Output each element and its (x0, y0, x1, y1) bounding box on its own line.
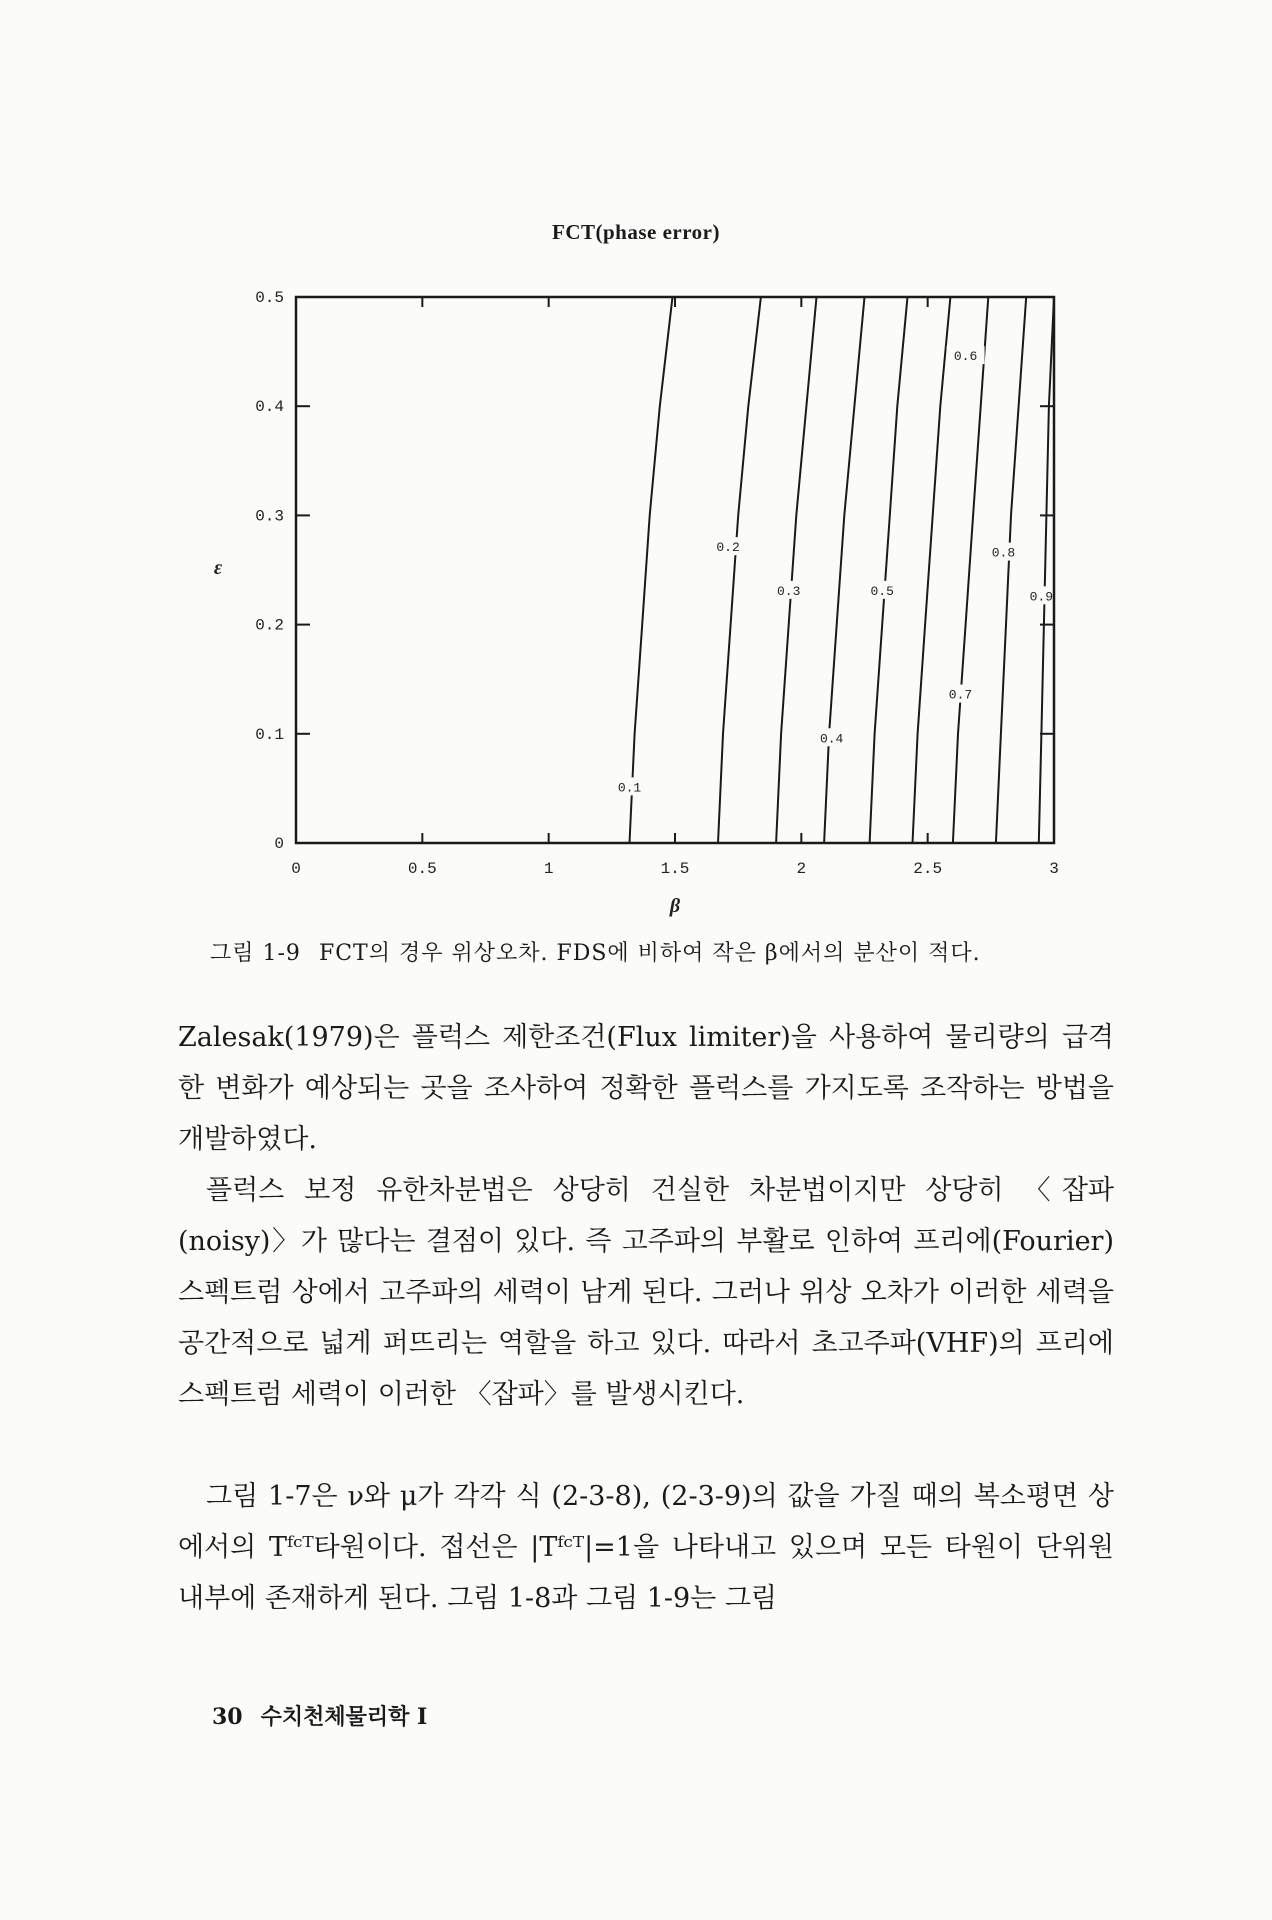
contour-line-0.1 (630, 297, 673, 843)
contour-label-0.1: 0.1 (617, 780, 642, 796)
contour-label-0.2: 0.2 (716, 540, 740, 556)
x-tick-label: 3 (1049, 860, 1059, 878)
contour-label-0.3: 0.3 (776, 583, 801, 599)
contour-line-0.7 (953, 297, 988, 843)
contour-line-0.5 (870, 297, 908, 843)
contour-label-0.5: 0.5 (870, 583, 894, 599)
y-tick-label: 0.4 (255, 398, 284, 417)
x-tick-label: 1.5 (660, 860, 690, 878)
contour-line-0.8 (996, 297, 1026, 843)
fct-phase-error-chart (0, 0, 1272, 920)
x-tick-label: 2.5 (913, 860, 943, 878)
figure-caption-text: FCT의 경우 위상오차. FDS에 비하여 작은 β에서의 분산이 적다. (318, 941, 981, 966)
contour-line-0.9 (1039, 297, 1054, 843)
figure-caption (210, 936, 981, 967)
y-tick-label: 0.1 (255, 725, 284, 744)
plot-frame (296, 297, 1054, 843)
contour-label-0.7: 0.7 (948, 687, 973, 703)
y-tick-label: 0.3 (255, 507, 284, 526)
y-tick-label: 0 (274, 835, 284, 853)
y-tick-label: 0.2 (255, 616, 284, 635)
contour-label-0.6: 0.6 (953, 349, 978, 365)
contour-line-0.6 (913, 297, 951, 843)
figure-number: 그림 1-9 (210, 941, 301, 966)
x-tick-label: 0.5 (407, 860, 437, 878)
body-paragraph-1: Zalesak(1979)은 플럭스 제한조건(Flux limiter)을 사용하여 물리량의 급격한 변화가 예상되는 곳을 조사하여 정확한 플럭스를 가지도록 조작하는 방법을 개발하였다. (178, 1022, 1114, 1155)
page-number: 30 (212, 1704, 243, 1730)
y-tick-label: 0.5 (255, 289, 284, 307)
page-footer (212, 1700, 427, 1731)
contour-label-0.8: 0.8 (991, 545, 1016, 561)
body-paragraph-2: 플럭스 보정 유한차분법은 상당히 건실한 차분법이지만 상당히 〈잡파(noisy)〉가 많다는 결점이 있다. 즉 고주파의 부활로 인하여 프리에(Fourier) 스펙트럼 상에서 고주파의 세력이 남게 된다. 그러나 위상 오차가 이러한 세력을 공간적으로 넓게 퍼뜨리는 역할을 하고 있다. 따라서 초고주파(VHF)의 프리에 스펙트럼 세력이 이러한 〈잡파〉를 발생시킨다. (178, 1175, 1114, 1410)
contour-line-0.3 (776, 297, 816, 843)
x-tick-label: 1 (543, 860, 554, 878)
contour-label-0.9: 0.9 (1029, 589, 1054, 605)
y-axis-label: ε (213, 557, 223, 579)
contour-line-0.4 (824, 297, 864, 843)
contour-label-0.4: 0.4 (819, 731, 844, 747)
contour-line-0.2 (718, 297, 761, 843)
x-axis-label: β (669, 895, 681, 917)
chart-title: FCT(phase error) (552, 220, 720, 244)
book-title: 수치천체물리학 I (260, 1704, 428, 1730)
body-paragraph-3: 그림 1-7은 ν와 μ가 각각 식 (2-3-8), (2-3-9)의 값을 가질 때의 복소평면 상에서의 Tᶠᶜᵀ타원이다. 접선은 |Tᶠᶜᵀ|=1을 나타내고 있으며 모든 타원이 단위원 내부에 존재하게 된다. 그림 1-8과 그림 1-9는 그림 (178, 1481, 1114, 1614)
x-tick-label: 2 (796, 860, 807, 878)
x-tick-label: 0 (291, 860, 301, 878)
